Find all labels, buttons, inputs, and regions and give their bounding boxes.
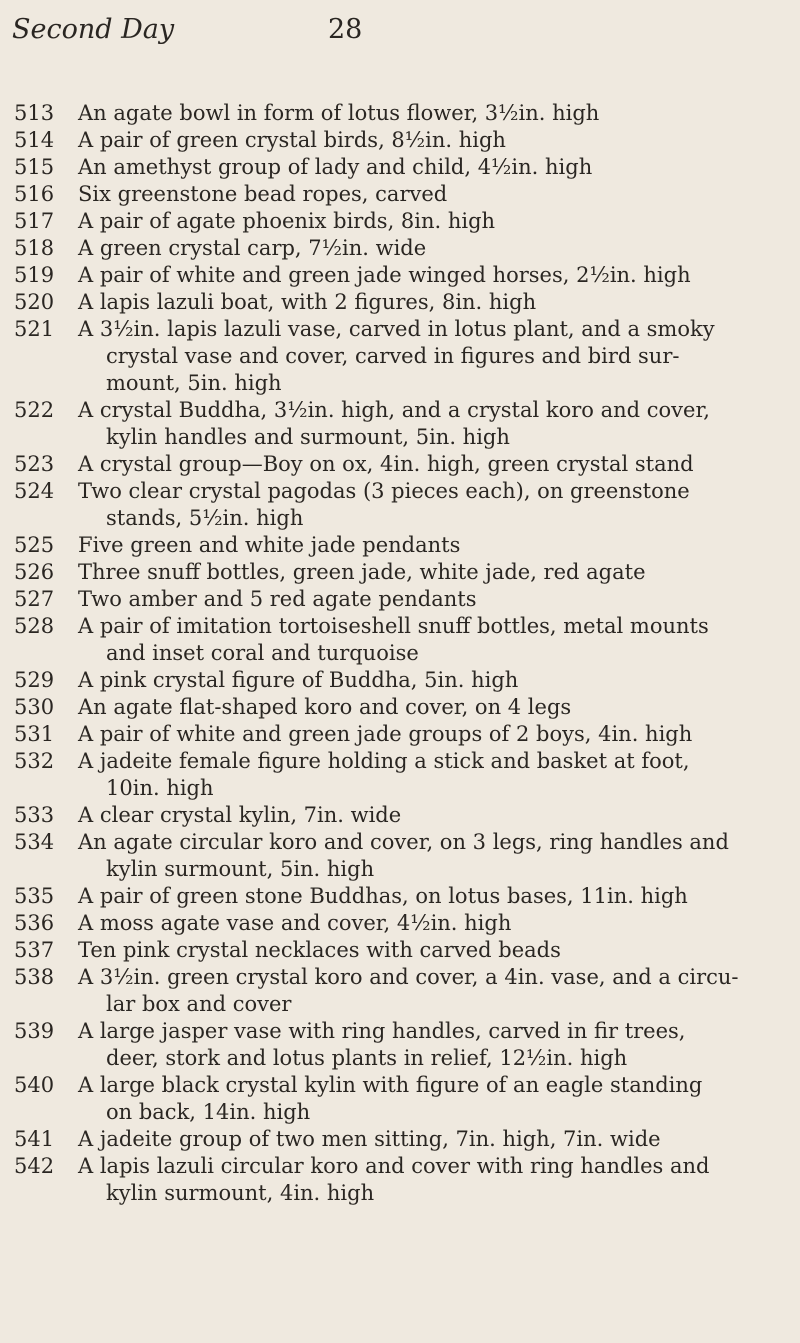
lot-description (78, 883, 786, 910)
lot-description (78, 127, 786, 154)
description-line: A pair of agate phoenix birds, 8in. high (78, 209, 496, 233)
lot-number: 530 (14, 695, 55, 719)
lot-number: 539 (14, 1019, 55, 1043)
description-continuation: lar box and cover (106, 992, 292, 1016)
lot-description (78, 667, 786, 694)
lot-number: 521 (14, 317, 55, 341)
description-line: A crystal group—Boy on ox, 4in. high, green crystal stand (78, 452, 694, 476)
lot-number: 542 (14, 1154, 55, 1178)
lot-description (78, 964, 786, 1018)
lot-description (78, 937, 786, 964)
lot-number: 531 (14, 722, 55, 746)
description-line: A pair of green crystal birds, 8½in. high (78, 128, 506, 152)
description-line: A moss agate vase and cover, 4½in. high (78, 911, 512, 935)
lot-number: 515 (14, 155, 55, 179)
catalogue-entry (14, 1072, 786, 1126)
lot-number: 535 (14, 884, 55, 908)
description-continuation: 10in. high (106, 776, 214, 800)
description-continuation: deer, stork and lotus plants in relief, 12½in. high (106, 1046, 628, 1070)
lot-description (78, 694, 786, 721)
catalogue-entry (14, 208, 786, 235)
catalogue-entry (14, 559, 786, 586)
description-line: Ten pink crystal necklaces with carved beads (78, 938, 561, 962)
catalogue-entry (14, 1018, 786, 1072)
catalogue-entry (14, 802, 786, 829)
lot-description (78, 316, 786, 397)
catalogue-entry (14, 154, 786, 181)
lot-description (78, 289, 786, 316)
catalogue-entry (14, 532, 786, 559)
lot-number: 538 (14, 965, 55, 989)
catalogue-entry (14, 451, 786, 478)
catalogue-entry (14, 316, 786, 397)
description-line: Three snuff bottles, green jade, white jade, red agate (78, 560, 646, 584)
catalogue-entry (14, 883, 786, 910)
description-line: An agate flat-shaped koro and cover, on 4 legs (78, 695, 572, 719)
lot-number: 524 (14, 479, 55, 503)
catalogue-entry (14, 1126, 786, 1153)
lot-description (78, 262, 786, 289)
lot-number: 513 (14, 101, 55, 125)
lot-description (78, 910, 786, 937)
lot-number: 541 (14, 1127, 55, 1151)
description-line: A large jasper vase with ring handles, carved in fir trees, (78, 1019, 686, 1043)
description-continuation: mount, 5in. high (106, 371, 282, 395)
description-line: Six greenstone bead ropes, carved (78, 182, 448, 206)
lot-description (78, 1126, 786, 1153)
description-line: Five green and white jade pendants (78, 533, 461, 557)
lot-number: 516 (14, 182, 55, 206)
description-line: A pair of green stone Buddhas, on lotus bases, 11in. high (78, 884, 688, 908)
lot-number: 523 (14, 452, 55, 476)
catalogue-entry (14, 748, 786, 802)
lot-description (78, 154, 786, 181)
page-header (12, 14, 788, 54)
lot-description (78, 586, 786, 613)
lot-description (78, 802, 786, 829)
description-line: A pair of white and green jade winged horses, 2½in. high (78, 263, 691, 287)
lot-description (78, 1072, 786, 1126)
lot-number: 534 (14, 830, 55, 854)
catalogue-entry (14, 235, 786, 262)
lot-description (78, 100, 786, 127)
lot-number: 540 (14, 1073, 55, 1097)
description-continuation: on back, 14in. high (106, 1100, 311, 1124)
catalogue-entry (14, 829, 786, 883)
description-line: A 3½in. lapis lazuli vase, carved in lotus plant, and a smoky (78, 317, 715, 341)
description-continuation: crystal vase and cover, carved in figures and bird sur- (106, 344, 680, 368)
lot-number: 532 (14, 749, 55, 773)
description-continuation: kylin handles and surmount, 5in. high (106, 425, 510, 449)
description-line: Two amber and 5 red agate pendants (78, 587, 477, 611)
description-line: A jadeite group of two men sitting, 7in. high, 7in. wide (78, 1127, 661, 1151)
lot-description (78, 613, 786, 667)
catalogue-entry (14, 397, 786, 451)
catalogue-entry (14, 721, 786, 748)
lot-number: 536 (14, 911, 55, 935)
lot-number: 525 (14, 533, 55, 557)
catalogue-entry (14, 937, 786, 964)
description-line: A lapis lazuli circular koro and cover with ring handles and (78, 1154, 710, 1178)
description-continuation: kylin surmount, 5in. high (106, 857, 375, 881)
lot-description (78, 208, 786, 235)
description-continuation: kylin surmount, 4in. high (106, 1181, 375, 1205)
catalogue-entry (14, 181, 786, 208)
catalogue-list (14, 100, 786, 1207)
section-title: Second Day (12, 14, 175, 45)
description-line: A pair of imitation tortoiseshell snuff bottles, metal mounts (78, 614, 709, 638)
lot-number: 537 (14, 938, 55, 962)
lot-description (78, 1018, 786, 1072)
lot-description (78, 181, 786, 208)
catalogue-entry (14, 964, 786, 1018)
description-line: A crystal Buddha, 3½in. high, and a crystal koro and cover, (78, 398, 710, 422)
lot-number: 529 (14, 668, 55, 692)
description-continuation: and inset coral and turquoise (106, 641, 419, 665)
catalogue-entry (14, 694, 786, 721)
lot-number: 528 (14, 614, 55, 638)
description-line: A lapis lazuli boat, with 2 figures, 8in. high (78, 290, 537, 314)
catalogue-entry (14, 910, 786, 937)
lot-description (78, 397, 786, 451)
catalogue-entry (14, 289, 786, 316)
lot-number: 527 (14, 587, 55, 611)
catalogue-entry (14, 262, 786, 289)
catalogue-entry (14, 613, 786, 667)
lot-description (78, 478, 786, 532)
lot-description (78, 1153, 786, 1207)
lot-number: 526 (14, 560, 55, 584)
catalogue-entry (14, 1153, 786, 1207)
lot-description (78, 235, 786, 262)
catalogue-entry (14, 667, 786, 694)
description-line: A 3½in. green crystal koro and cover, a 4in. vase, and a circu- (78, 965, 739, 989)
catalogue-entry (14, 127, 786, 154)
description-line: An amethyst group of lady and child, 4½in. high (78, 155, 593, 179)
lot-number: 533 (14, 803, 55, 827)
description-line: A pair of white and green jade groups of 2 boys, 4in. high (78, 722, 693, 746)
catalogue-entry (14, 586, 786, 613)
description-line: An agate circular koro and cover, on 3 legs, ring handles and (78, 830, 729, 854)
lot-description (78, 748, 786, 802)
description-line: A pink crystal figure of Buddha, 5in. high (78, 668, 519, 692)
lot-number: 522 (14, 398, 55, 422)
lot-number: 519 (14, 263, 55, 287)
page-number: 28 (328, 14, 363, 45)
lot-number: 514 (14, 128, 55, 152)
description-continuation: stands, 5½in. high (106, 506, 304, 530)
lot-description (78, 721, 786, 748)
lot-number: 518 (14, 236, 55, 260)
catalogue-entry (14, 478, 786, 532)
description-line: A jadeite female figure holding a stick and basket at foot, (78, 749, 690, 773)
description-line: Two clear crystal pagodas (3 pieces each), on greenstone (78, 479, 690, 503)
lot-description (78, 451, 786, 478)
description-line: A clear crystal kylin, 7in. wide (78, 803, 402, 827)
catalogue-entry (14, 100, 786, 127)
lot-description (78, 559, 786, 586)
lot-description (78, 532, 786, 559)
lot-number: 517 (14, 209, 55, 233)
description-line: A green crystal carp, 7½in. wide (78, 236, 427, 260)
lot-description (78, 829, 786, 883)
lot-number: 520 (14, 290, 55, 314)
description-line: An agate bowl in form of lotus flower, 3½in. high (78, 101, 600, 125)
description-line: A large black crystal kylin with figure of an eagle standing (78, 1073, 703, 1097)
